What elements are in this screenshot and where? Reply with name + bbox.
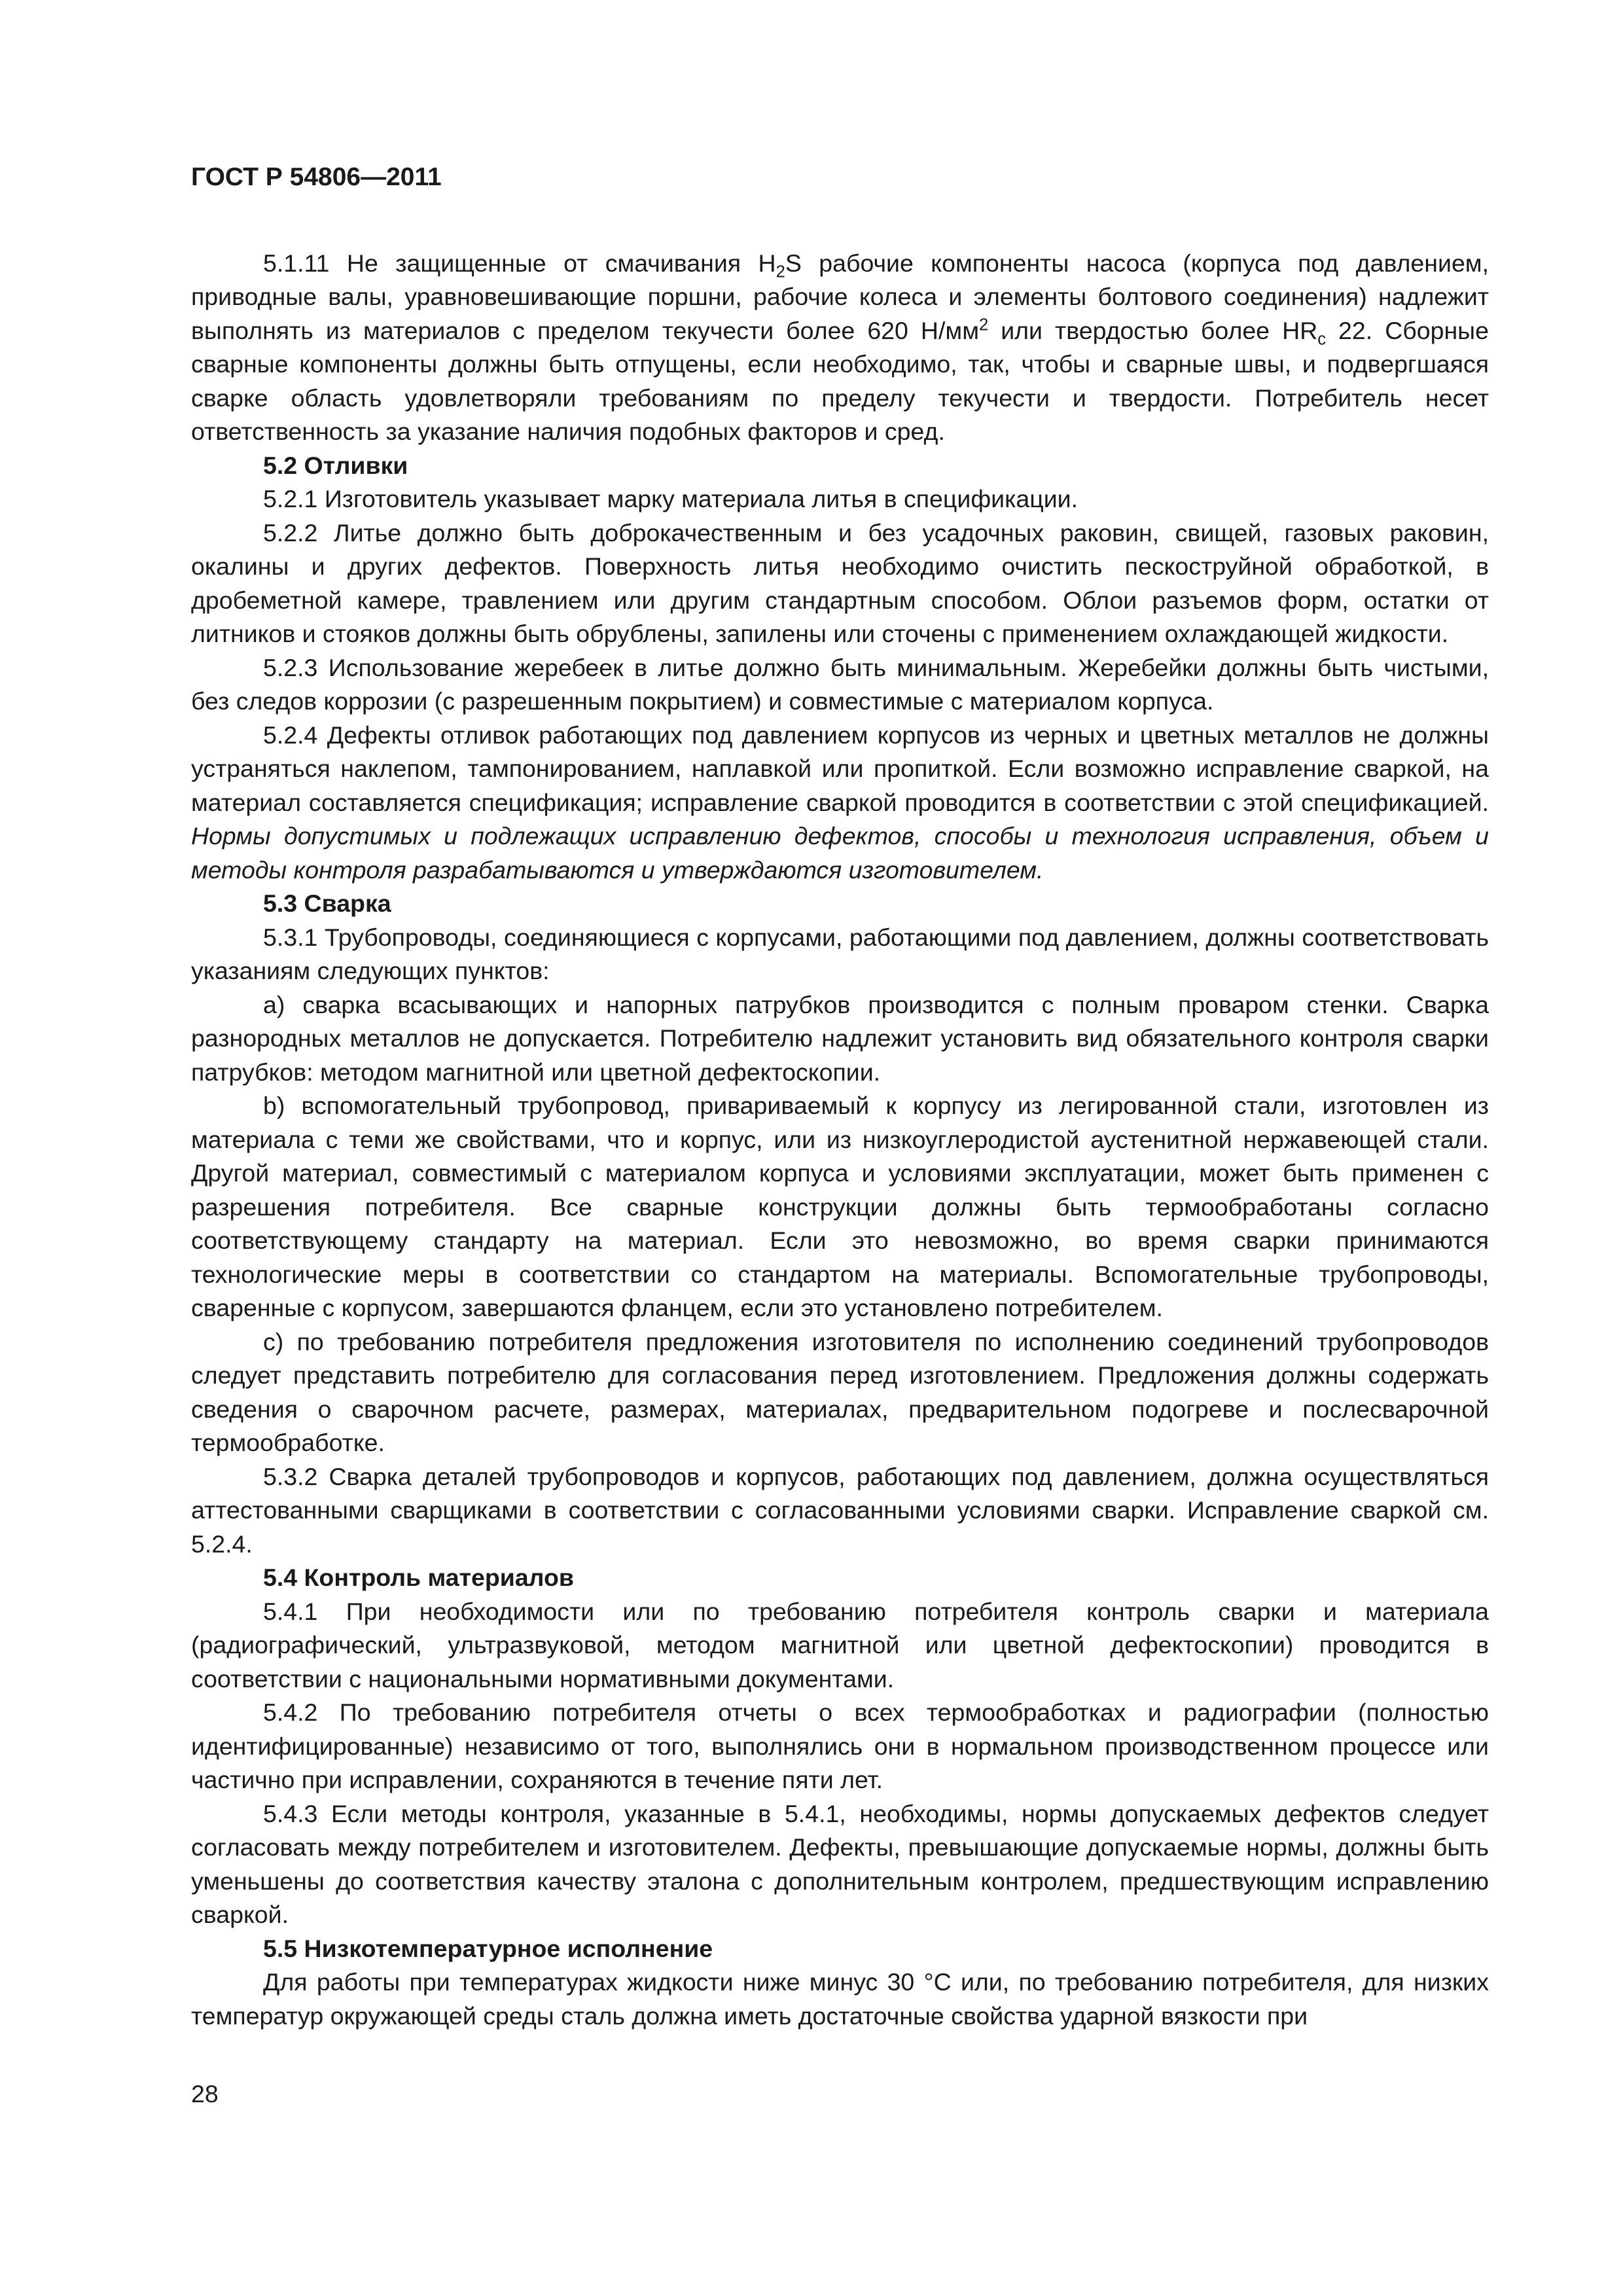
list-item-c: c) по требованию потребителя предложения изготовителя по исполнению соединений трубопроводов следует представить потребителю для согласования перед изготовлением. Предложения должны содержать сведения о сварочном расчете, размерах, материалах, предварительном подогреве и послесварочной термообработке. — [191, 1327, 1489, 1456]
paragraph-5-2-1: 5.2.1 Изготовитель указывает марку материала литья в спецификации. — [263, 485, 1079, 512]
section-heading-5-4: 5.4 Контроль материалов — [263, 1564, 574, 1591]
paragraph-5-4-2: 5.4.2 По требованию потребителя отчеты о всех термообработках и радиографии (полностью идентифицированные) независимо от того, выполнялись они в нормальном производственном процессе или частично при исправлении, сохраняются в течение пяти лет. — [191, 1698, 1489, 1793]
section-heading-5-5: 5.5 Низкотемпературное исполнение — [263, 1934, 713, 1962]
list-item-a: a) сварка всасывающих и напорных патрубков производится с полным проваром стенки. Сварка разнородных металлов не допускается. Потребителю надлежит установить вид обязательного контроля сварки патрубков: методом магнитной или цветной дефектоскопии. — [191, 990, 1489, 1086]
list-item-b: b) вспомогательный трубопровод, привариваемый к корпусу из легированной стали, изготовлен из материала с теми же свойствами, что и корпус, или из низкоуглеродистой аустенитной нержавеющей стали. Другой материал, совместимый с материалом корпуса и условиями эксплуатации, может быть применен с разрешения потребителя. Все сварные конструкции должны быть термообработаны согласно соответствующему стандарту на материал. Если это невозможно, во время сварки принимаются технологические меры в соответствии со стандартом на материалы. Вспомогательные трубопроводы, сваренные с корпусом, завершаются фланцем, если это установлено потребителем. — [191, 1092, 1489, 1321]
paragraph-5-3-2: 5.3.2 Сварка деталей трубопроводов и корпусов, работающих под давлением, должна осуществляться аттестованными сварщиками в соответствии с согласованными условиями сварки. Исправление сваркой см. 5.2.4. — [191, 1462, 1489, 1558]
section-heading-5-3: 5.3 Сварка — [263, 889, 391, 917]
page-number: 28 — [191, 2080, 219, 2108]
paragraph-5-2-2: 5.2.2 Литье должно быть доброкачественным и без усадочных раковин, свищей, газовых раковин, окалины и других дефектов. Поверхность литья необходимо очистить пескоструйной обработкой, в дробеметной камере, травлением или другим стандартным способом. Облои разъемов форм, остатки от литников и стояков должны быть обрублены, запилены или сточены с применением охлаждающей жидкости. — [191, 518, 1489, 647]
section-heading-5-2: 5.2 Отливки — [263, 451, 408, 479]
paragraph-5-2-3: 5.2.3 Использование жеребеек в литье должно быть минимальным. Жеребейки должны быть чистыми, без следов коррозии (с разрешенным покрытием) и совместимые с материалом корпуса. — [191, 653, 1489, 715]
italic-note: Нормы допустимых и подлежащих исправлению дефектов, способы и технология исправления, объем и методы контроля разрабатываются и утверждаются изготовителем. — [191, 822, 1489, 884]
document-code-header: ГОСТ Р 54806—2011 — [191, 163, 442, 191]
paragraph-5-2-4: 5.2.4 Дефекты отливок работающих под давлением корпусов из черных и цветных металлов не должны устраняться наклепом, тампонированием, наплавкой или пропиткой. Если возможно исправление сваркой, на материал составляется спецификация; исправление сваркой проводится в соответствии с этой спецификацией. Нормы допустимых и подлежащих исправлению дефектов, способы и технология исправления, объем и методы контроля разрабатываются и утверждаются изготовителем. — [191, 721, 1489, 884]
paragraph-5-3-1: 5.3.1 Трубопроводы, соединяющиеся с корпусами, работающими под давлением, должны соответствовать указаниям следующих пунктов: — [191, 923, 1489, 984]
paragraph-5-1-11: 5.1.11 Не защищенные от смачивания $H_2S$ рабочие компоненты насоса (корпуса под давлением, приводные валы, уравновешивающие поршни, рабочие колеса и элементы болтового соединения) надлежит выполнять из материалов с пределом текучести более 620 $Н/мм^2$ или твердостью более $HR_c$ 22. Сборные сварные компоненты должны быть отпущены, если необходимо, так, чтобы и сварные швы, и подвергшаяся сварке область удовлетворяли требованиям по пределу текучести и твердости. Потребитель несет ответственность за указание наличия подобных факторов и сред. — [191, 249, 1489, 445]
paragraph-5-5: Для работы при температурах жидкости ниже минус 30 °С или, по требованию потребителя, для низких температур окружающей среды сталь должна иметь достаточные свойства ударной вязкости при — [191, 1968, 1489, 2030]
paragraph-5-4-3: 5.4.3 Если методы контроля, указанные в 5.4.1, необходимы, нормы допускаемых дефектов следует согласовать между потребителем и изготовителем. Дефекты, превышающие допускаемые нормы, должны быть уменьшены до соответствия качеству эталона с дополнительным контролем, предшествующим исправлению сваркой. — [191, 1799, 1489, 1928]
paragraph-5-4-1: 5.4.1 При необходимости или по требованию потребителя контроль сварки и материала (радиографический, ультразвуковой, методом магнитной или цветной дефектоскопии) проводится в соответствии с национальными нормативными документами. — [191, 1597, 1489, 1693]
